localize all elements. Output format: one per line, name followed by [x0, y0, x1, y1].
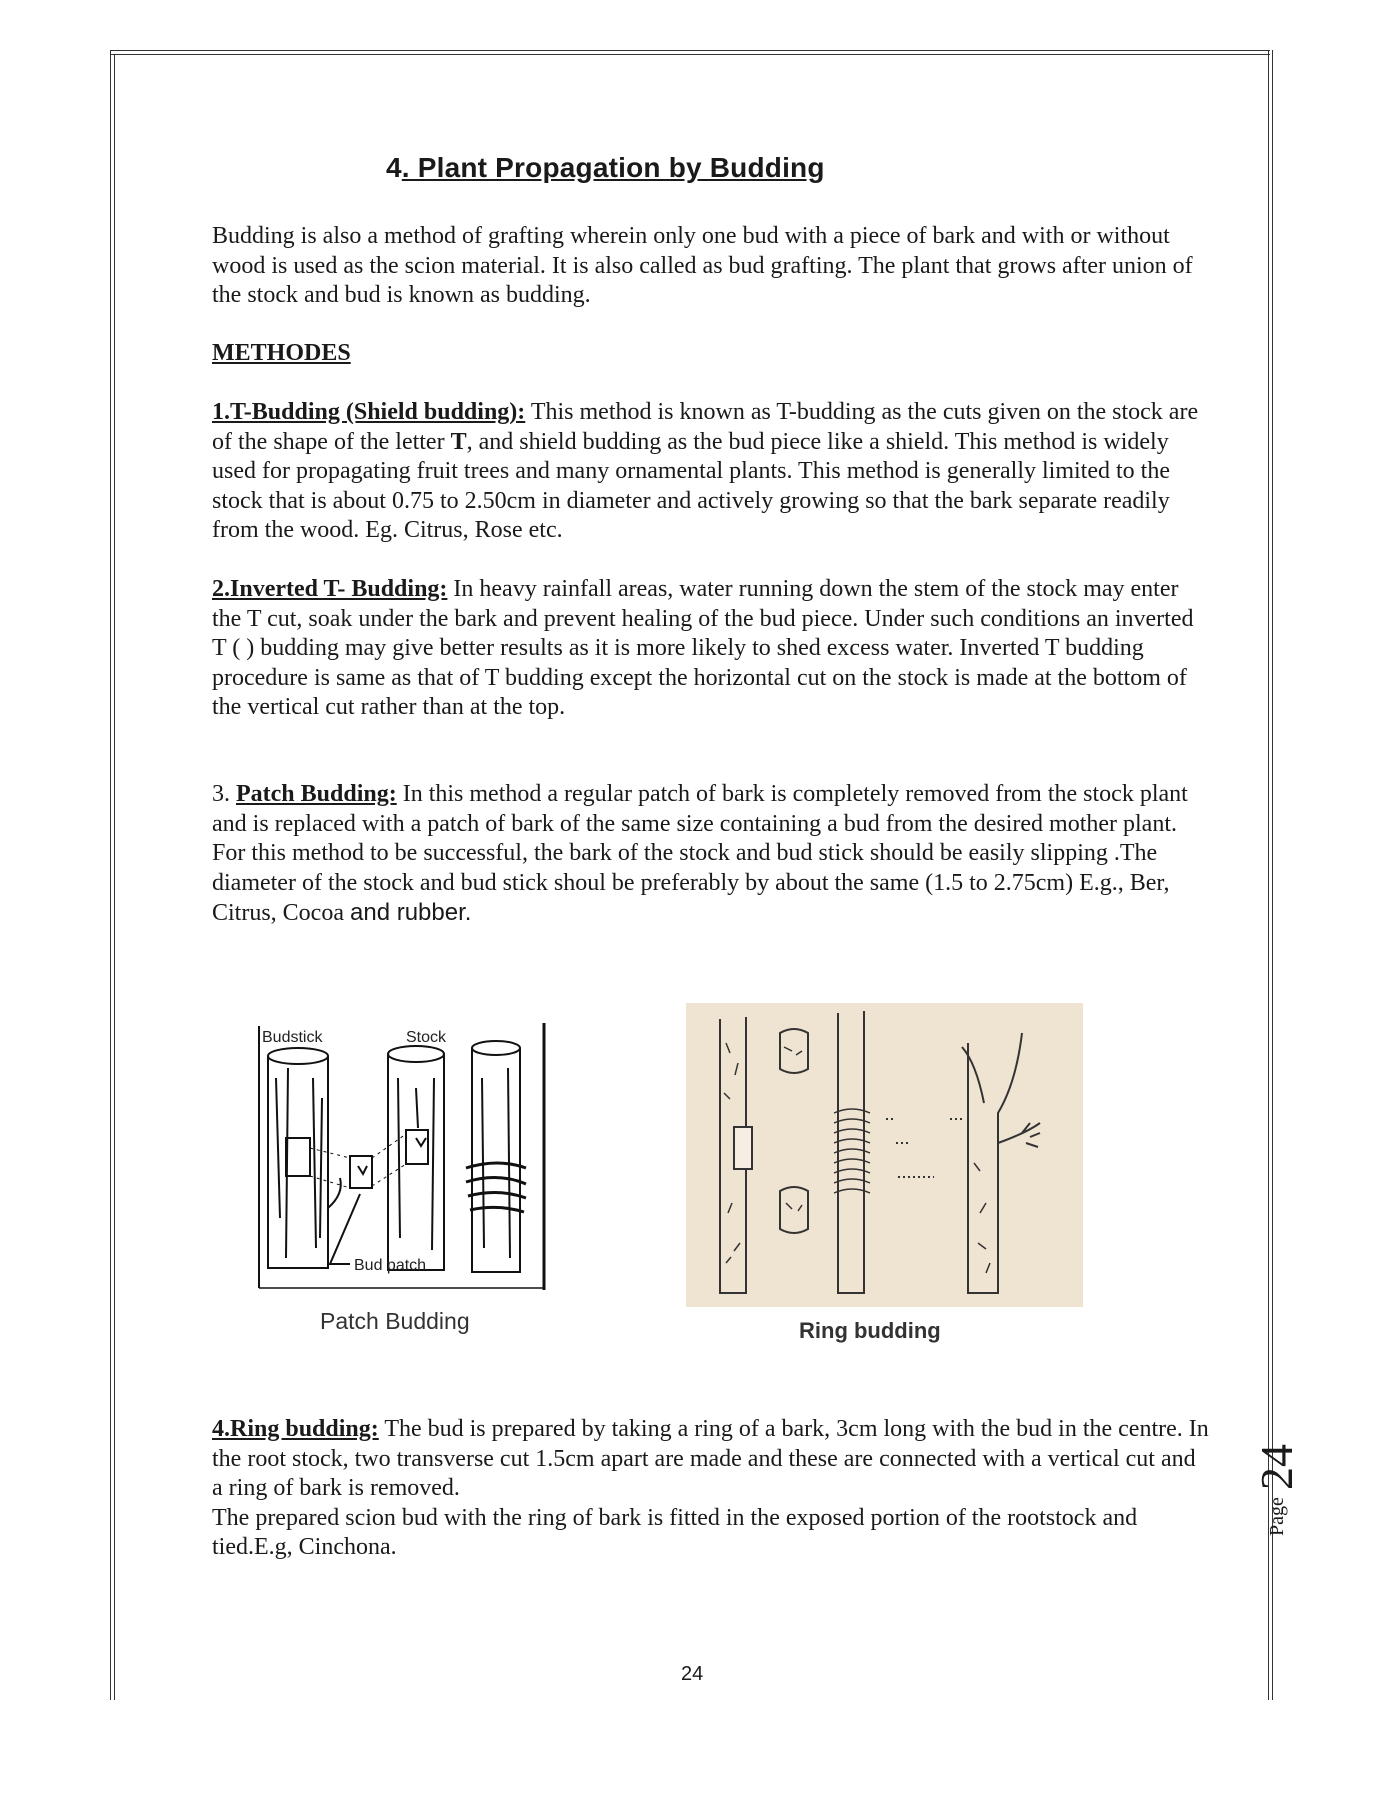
- page-border-top: [110, 50, 1270, 51]
- method-2-paragraph: [212, 575, 1212, 723]
- method-3-tail: and rubber.: [350, 899, 472, 926]
- patch-budding-caption: Patch Budding: [320, 1308, 470, 1334]
- side-page-word: Page: [1266, 1497, 1288, 1536]
- ring-budding-caption: Ring budding: [799, 1318, 941, 1343]
- side-page-number: [1222, 1396, 1312, 1536]
- method-4-text: The bud is prepared by taking a ring of a bark, 3cm long with the bud in the centre. In the root stock, two transverse cut 1.5cm apart are made and these are connected with a vertical cut and a ring of bark is removed.: [212, 1416, 1209, 1501]
- page-border-left-inner: [114, 54, 115, 1700]
- ring-budding-illustration: [686, 1003, 1083, 1307]
- stock-label: Stock: [406, 1029, 447, 1046]
- budstick-label: Budstick: [262, 1029, 323, 1046]
- method-3-heading: Patch Budding:: [236, 781, 397, 807]
- method-3-text: In this method a regular patch of bark is completely removed from the stock plant and is replaced with a patch of bark of the same size containing a bud from the desired mother plant. For this method to be successful, the bark of the stock and bud stick should be easily slipping .The diameter of the stock and bud stick shoul be preferably by about the same (1.5 to 2.75cm) E.g., Ber, Citrus, Cocoa: [212, 781, 1188, 926]
- method-1-bold-t: T: [450, 428, 467, 455]
- title-number: 4: [386, 152, 402, 183]
- method-1-heading: 1.T-Budding (Shield budding):: [212, 399, 526, 425]
- footer-page-number: 24: [681, 1663, 704, 1685]
- method-1-text-b: , and shield budding as the bud piece like a shield. This method is widely used for propagating fruit trees and many ornamental plants. This method is generally limited to the stock that is about 0.75 to 2.50cm in diameter and actively growing so that the bark separate readily from the wood. Eg. Citrus, Rose etc.: [212, 428, 1170, 543]
- method-4-heading: 4.Ring budding:: [212, 1416, 379, 1442]
- page-border-top-inner: [110, 54, 1270, 55]
- method-2-text: In heavy rainfall areas, water running down the stem of the stock may enter the T cut, soak under the bark and prevent healing of the bud piece. Under such conditions an inverted T ( ) budding may give better results as it is more likely to shed excess water. Inverted T budding procedure is same as that of T budding except the horizontal cut on the stock is made at the bottom of the vertical cut rather than at the top.: [212, 576, 1194, 720]
- method-3-prefix: 3.: [212, 781, 236, 807]
- method-4-paragraph: [212, 1415, 1212, 1563]
- method-2-heading: 2.Inverted T- Budding:: [212, 576, 448, 602]
- page-border-left: [110, 50, 111, 1700]
- page-title: [386, 152, 825, 184]
- title-text: . Plant Propagation by Budding: [401, 152, 825, 183]
- methods-heading: METHODES: [212, 340, 351, 366]
- intro-paragraph: Budding is also a method of grafting wherein only one bud with a piece of bark and with or without wood is used as the scion material. It is also called as bud grafting. The plant that grows after union of the stock and bud is known as budding.: [212, 223, 1193, 308]
- bud-patch-label: Bud patch: [354, 1257, 427, 1274]
- method-3-paragraph: [212, 780, 1212, 929]
- method-4-text-2: The prepared scion bud with the ring of bark is fitted in the exposed portion of the rootstock and tied.E.g, Cinchona.: [212, 1504, 1138, 1560]
- method-1-text-a: This method is known as T-budding as the cuts given on the stock are of the shape of the letter: [212, 399, 1199, 455]
- patch-budding-illustration: [258, 1018, 548, 1296]
- side-page-digit: 24: [1251, 1444, 1302, 1490]
- method-1-paragraph: [212, 398, 1212, 546]
